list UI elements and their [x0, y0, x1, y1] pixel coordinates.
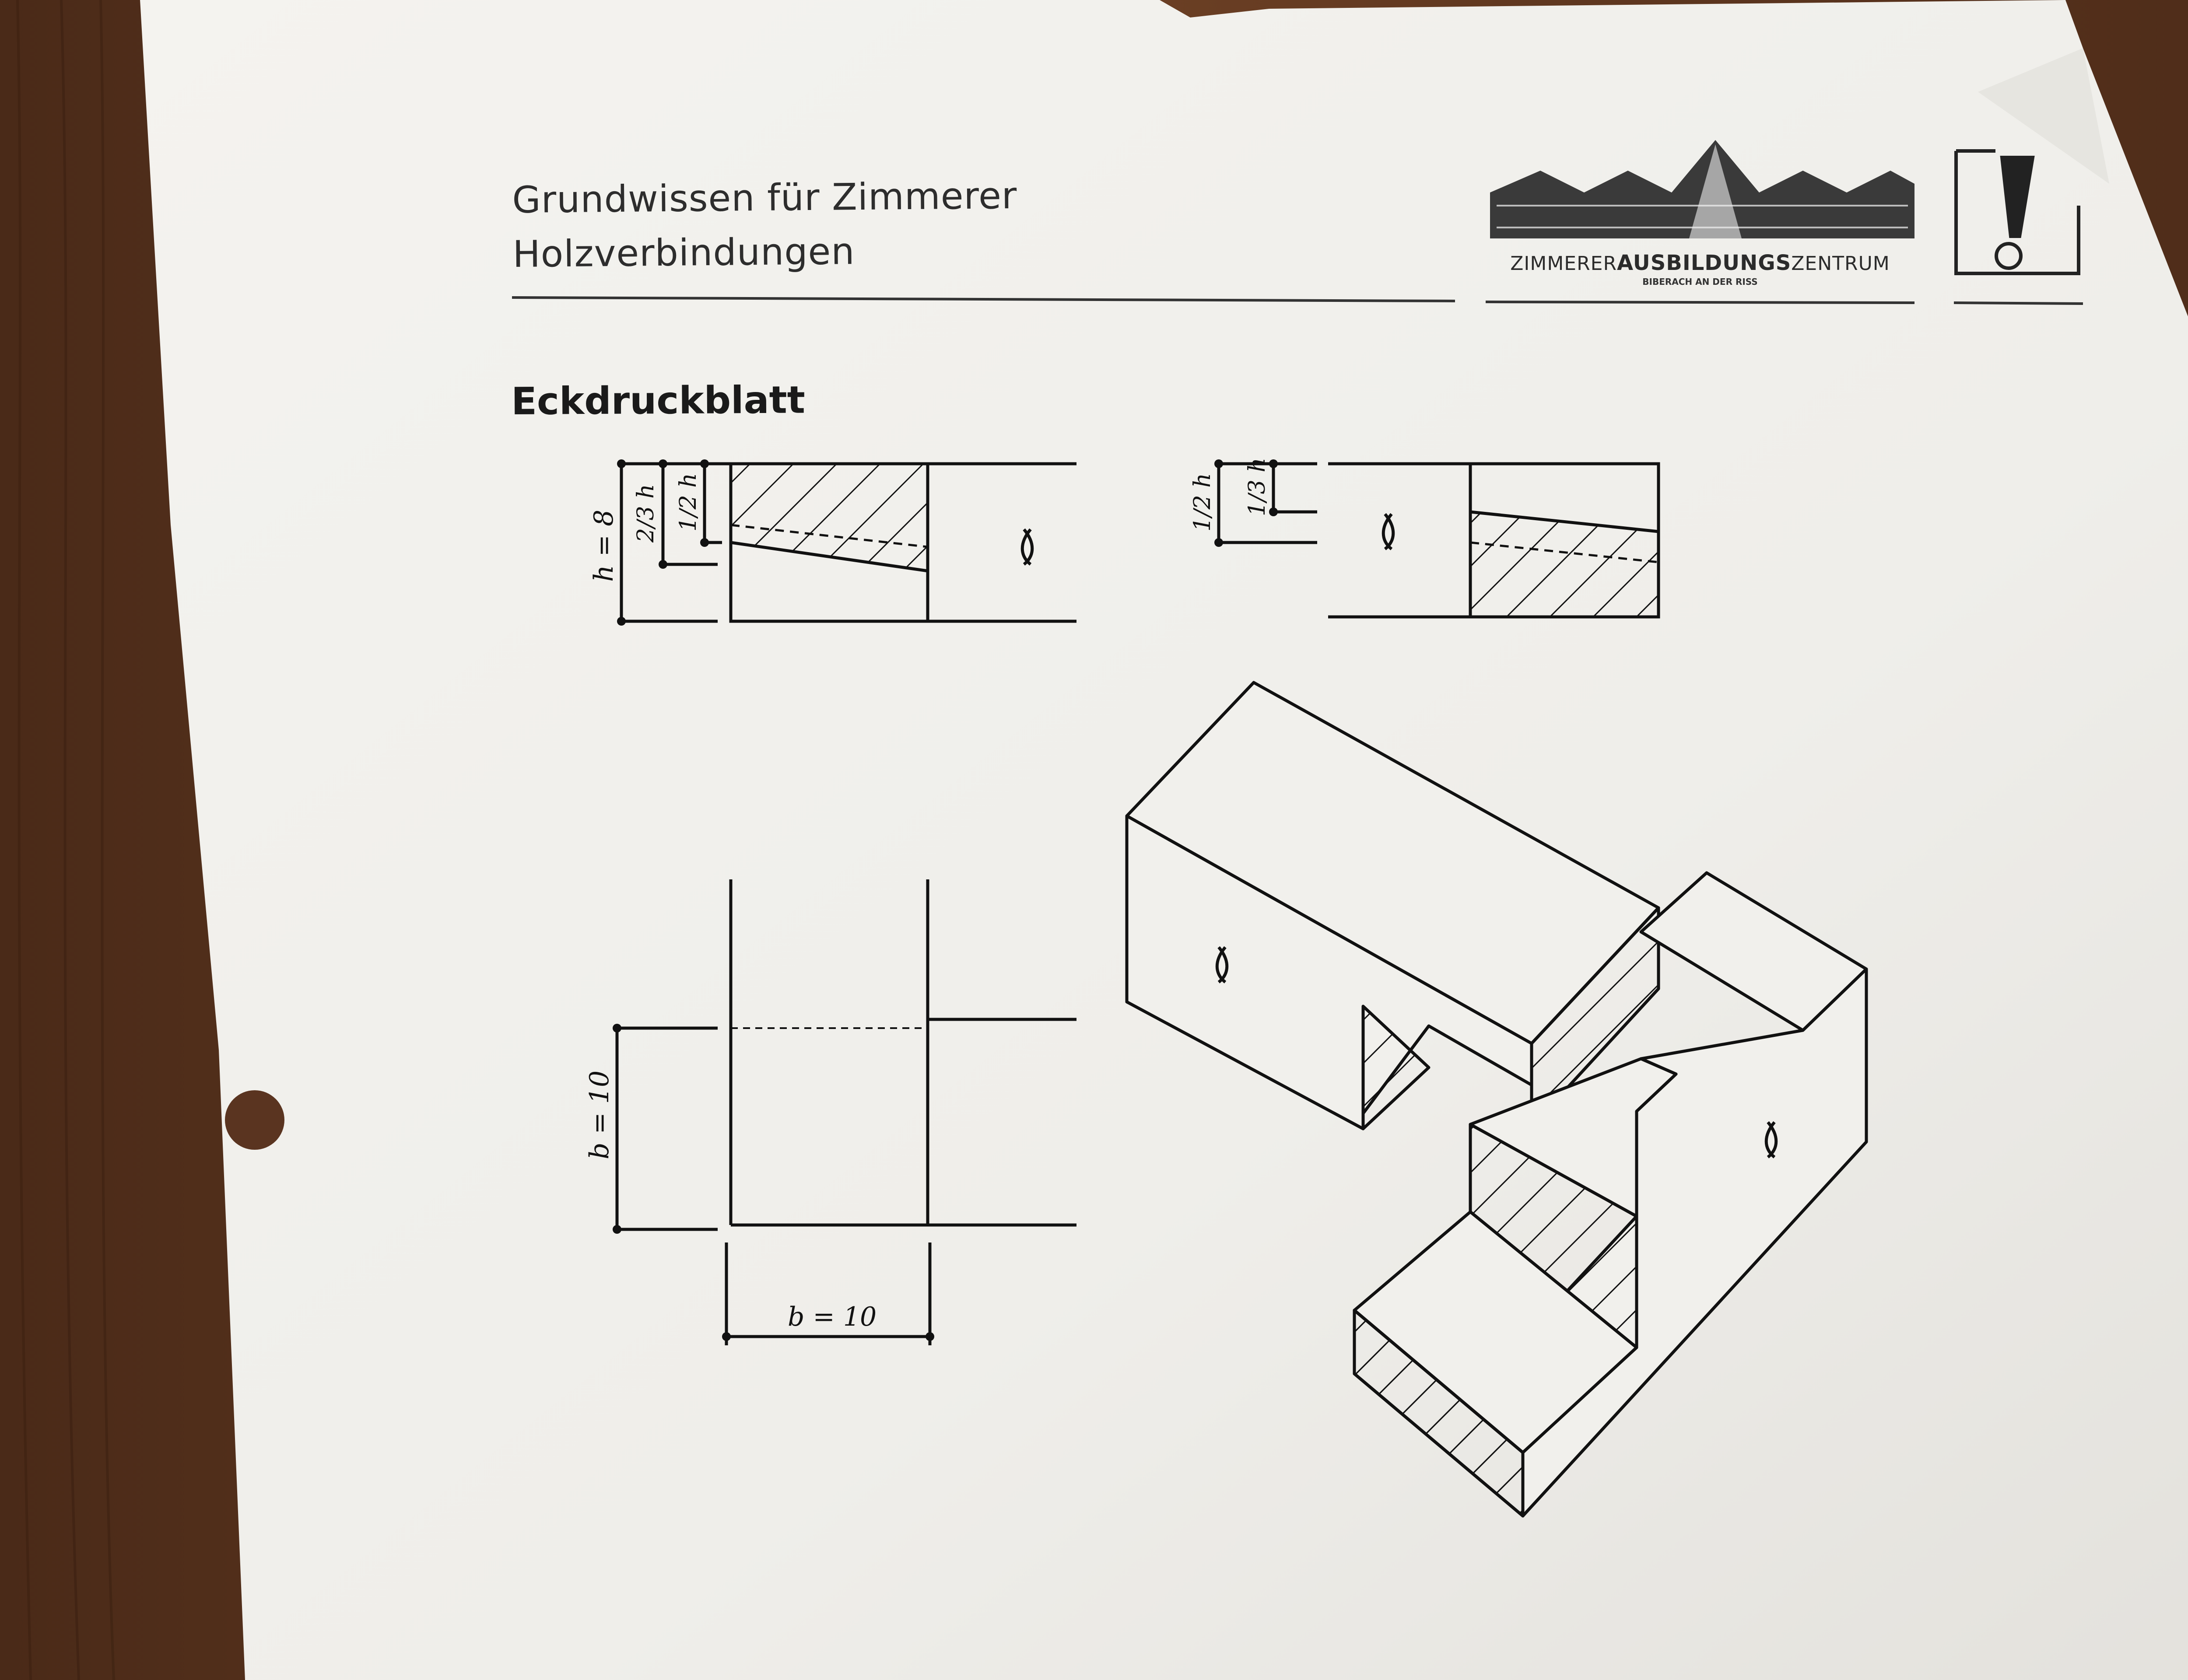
header-line-2: Holzverbindungen [512, 230, 855, 276]
logo-word-bold: AUSBILDUNGS [1617, 251, 1792, 275]
logo-word-right: ZENTRUM [1791, 252, 1890, 275]
exclamation-icon [1956, 151, 2079, 273]
logo-subtitle: BIBERACH AN DER RISS [1642, 276, 1758, 287]
isometric-view-drawing [1127, 682, 1866, 1516]
right-third-label: 1/3 h [1244, 458, 1270, 516]
plan-view-ticks [613, 1024, 934, 1341]
left-two-thirds-label: 2/3 h [633, 484, 659, 542]
section-title: Eckdruckblatt [511, 378, 806, 424]
right-elevation-drawing [1219, 464, 1659, 617]
plan-width-vertical-label: b = 10 [584, 1070, 615, 1159]
logo-word-left: ZIMMERER [1510, 252, 1617, 275]
left-half-label: 1/2 h [675, 473, 701, 532]
header-rules [512, 298, 2083, 304]
header-line-1: Grundwissen für Zimmerer [512, 174, 1017, 221]
plan-width-horizontal-label: b = 10 [788, 1302, 877, 1332]
logo-building-graphic [1490, 140, 1914, 238]
right-half-label: 1/2 h [1189, 473, 1216, 532]
left-height-label: h = 8 [589, 509, 619, 582]
plan-view-drawing [617, 879, 1076, 1345]
